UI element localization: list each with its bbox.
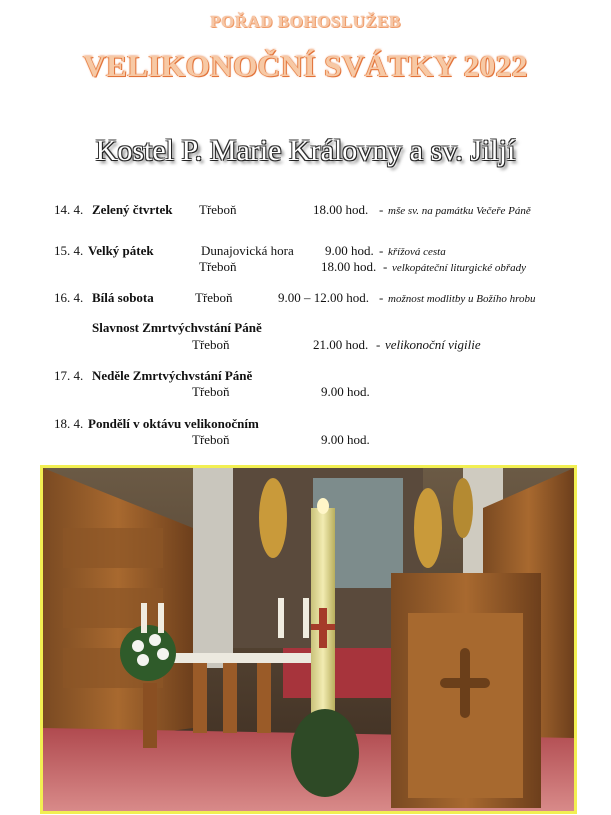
entry-2-date: 15. 4. xyxy=(54,243,84,258)
church-name: Kostel P. Marie Královny a sv. Jiljí xyxy=(95,134,516,167)
entry-3-day: Bílá sobota xyxy=(92,290,154,305)
entry-5-day: Neděle Zmrtvýchvstání Páně xyxy=(92,368,253,383)
schedule-kicker: POŘAD BOHOSLUŽEB xyxy=(210,12,401,31)
entry-2b-sep: - xyxy=(383,259,388,274)
entry-1-date: 14. 4. xyxy=(54,202,84,217)
entry-6-time: 9.00 hod. xyxy=(321,432,370,447)
entry-2b-time: 18.00 hod. xyxy=(321,259,377,274)
entry-3-place: Třeboň xyxy=(195,290,233,305)
church-interior-photo xyxy=(40,465,577,814)
entry-4-note: velikonoční vigilie xyxy=(385,337,481,352)
entry-3-note: možnost modlitby u Božího hrobu xyxy=(388,293,536,305)
entry-2-day: Velký pátek xyxy=(88,243,154,258)
entry-2-time: 9.00 hod. xyxy=(325,243,374,258)
entry-6-day: Pondělí v oktávu velikonočním xyxy=(88,416,259,431)
entry-3-sep: - xyxy=(379,290,384,305)
page-title: VELIKONOČNÍ SVÁTKY 2022 xyxy=(83,48,528,83)
entry-4-time: 21.00 hod. xyxy=(313,337,369,352)
entry-3-date: 16. 4. xyxy=(54,290,84,305)
entry-4-place: Třeboň xyxy=(192,337,230,352)
entry-5-place: Třeboň xyxy=(192,384,230,399)
entry-4-sep: - xyxy=(376,337,381,352)
entry-1-day: Zelený čtvrtek xyxy=(92,202,173,217)
entry-5-time: 9.00 hod. xyxy=(321,384,370,399)
entry-1-place: Třeboň xyxy=(199,202,237,217)
entry-2b-note: velkopáteční liturgické obřady xyxy=(392,262,526,274)
entry-1-sep: - xyxy=(379,202,384,217)
entry-6-place: Třeboň xyxy=(192,432,230,447)
entry-1-time: 18.00 hod. xyxy=(313,202,369,217)
entry-6-date: 18. 4. xyxy=(54,416,84,431)
entry-5-date: 17. 4. xyxy=(54,368,84,383)
entry-3-time: 9.00 – 12.00 hod. xyxy=(278,290,369,305)
entry-2-place: Dunajovická hora xyxy=(201,243,294,258)
entry-2b-place: Třeboň xyxy=(199,259,237,274)
entry-2-sep: - xyxy=(379,243,384,258)
entry-1-note: mše sv. na památku Večeře Páně xyxy=(388,205,531,217)
entry-4-day: Slavnost Zmrtvýchvstání Páně xyxy=(92,320,262,335)
entry-2-note: křížová cesta xyxy=(388,246,446,258)
